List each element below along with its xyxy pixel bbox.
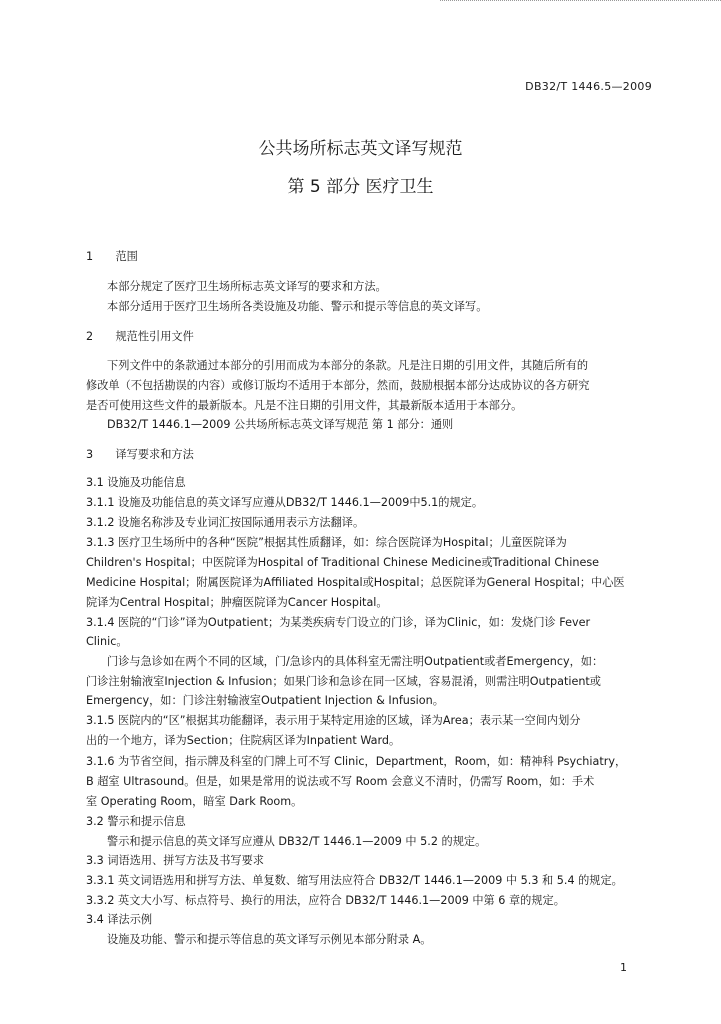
standard-code: DB32/T 1446.5—2009 bbox=[525, 80, 652, 93]
clause-line: 3.1.5 医院内的“区”根据其功能翻译，表示用于某特定用途的区域，译为Area；表示某一空间内划分 bbox=[86, 714, 581, 727]
clause-line: Children's Hospital；中医院译为Hospital of Traditional Chinese Medicine或Traditional Chinese bbox=[86, 556, 600, 569]
clause-line: 3.1.6 为节省空间，指示牌及科室的门牌上可不写 Clinic，Department，Room，如：精神科 Psychiatry， bbox=[86, 755, 627, 768]
document-title: 公共场所标志英文译写规范 bbox=[258, 139, 463, 159]
paragraph-line: 门诊注射输液室Injection & Infusion；如果门诊和急诊在同一区域，容易混淆，则需注明Outpatient或 bbox=[86, 675, 601, 688]
paragraph-line: 本部分规定了医疗卫生场所标志英文译写的要求和方法。 bbox=[107, 280, 387, 293]
clause-line: 3.1.2 设施名称涉及专业词汇按国际通用表示方法翻译。 bbox=[86, 516, 365, 529]
subsection-heading: 3.3 词语选用、拼写方法及书写要求 bbox=[86, 854, 264, 867]
section-heading: 3 译写要求和方法 bbox=[86, 448, 194, 461]
paragraph-line: 门诊与急诊如在两个不同的区域，门/急诊内的具体科室无需注明Outpatient或者Emergency，如： bbox=[107, 655, 604, 668]
clause-line: 院译为Central Hospital；肿瘤医院译为Cancer Hospital。 bbox=[86, 596, 388, 609]
paragraph-line: 警示和提示信息的英文译写应遵从 DB32/T 1446.1—2009 中 5.2 的规定。 bbox=[107, 835, 487, 848]
paragraph-line: 设施及功能、警示和提示等信息的英文译写示例见本部分附录 A。 bbox=[107, 933, 432, 946]
subsection-heading: 3.1 设施及功能信息 bbox=[86, 476, 186, 489]
paragraph-line: Emergency，如：门诊注射输液室Outpatient Injection & Infusion。 bbox=[86, 694, 444, 707]
clause-line: 3.1.1 设施及功能信息的英文译写应遵从DB32/T 1446.1—2009中5.1的规定。 bbox=[86, 496, 484, 509]
section-heading: 1 范围 bbox=[86, 250, 138, 263]
clause-line: 3.3.1 英文词语选用和拼写方法、单复数、缩写用法应符合 DB32/T 1446.1—2009 中 5.3 和 5.4 的规定。 bbox=[86, 874, 623, 887]
top-scan-edge bbox=[440, 0, 721, 6]
reference-line: DB32/T 1446.1—2009 公共场所标志英文译写规范 第 1 部分：通则 bbox=[107, 418, 454, 431]
clause-line: 3.1.3 医疗卫生场所中的各种“医院”根据其性质翻译，如：综合医院译为Hospital；儿童医院译为 bbox=[86, 536, 567, 549]
document-subtitle: 第 5 部分 医疗卫生 bbox=[287, 177, 434, 197]
section-heading: 2 规范性引用文件 bbox=[86, 330, 194, 343]
page-number: 1 bbox=[620, 961, 627, 974]
paragraph-line: 是否可使用这些文件的最新版本。凡是不注日期的引用文件，其最新版本适用于本部分。 bbox=[86, 399, 523, 412]
clause-line: 3.1.4 医院的“门诊”译为Outpatient；为某类疾病专门设立的门诊，译为Clinic，如：发烧门诊 Fever bbox=[86, 616, 591, 629]
clause-line: 出的一个地方，译为Section；住院病区译为Inpatient Ward。 bbox=[86, 734, 401, 747]
clause-line: 室 Operating Room，暗室 Dark Room。 bbox=[86, 795, 303, 808]
clause-line: Clinic。 bbox=[86, 635, 128, 648]
paragraph-line: 修改单（不包括勘误的内容）或修订版均不适用于本部分，然而，鼓励根据本部分达成协议的各方研究 bbox=[86, 379, 590, 392]
clause-line: B 超室 Ultrasound。但是，如果是常用的说法或不写 Room 会意义不清时，仍需写 Room，如：手术 bbox=[86, 775, 595, 788]
paragraph-line: 下列文件中的条款通过本部分的引用而成为本部分的条款。凡是注日期的引用文件，其随后所有的 bbox=[107, 359, 589, 372]
paragraph-line: 本部分适用于医疗卫生场所各类设施及功能、警示和提示等信息的英文译写。 bbox=[107, 300, 488, 313]
clause-line: 3.3.2 英文大小写、标点符号、换行的用法，应符合 DB32/T 1446.1—2009 中第 6 章的规定。 bbox=[86, 894, 565, 907]
clause-line: Medicine Hospital；附属医院译为Affiliated Hospital或Hospital；总医院译为General Hospital；中心医 bbox=[86, 576, 625, 589]
subsection-heading: 3.4 译法示例 bbox=[86, 913, 153, 926]
subsection-heading: 3.2 警示和提示信息 bbox=[86, 815, 186, 828]
